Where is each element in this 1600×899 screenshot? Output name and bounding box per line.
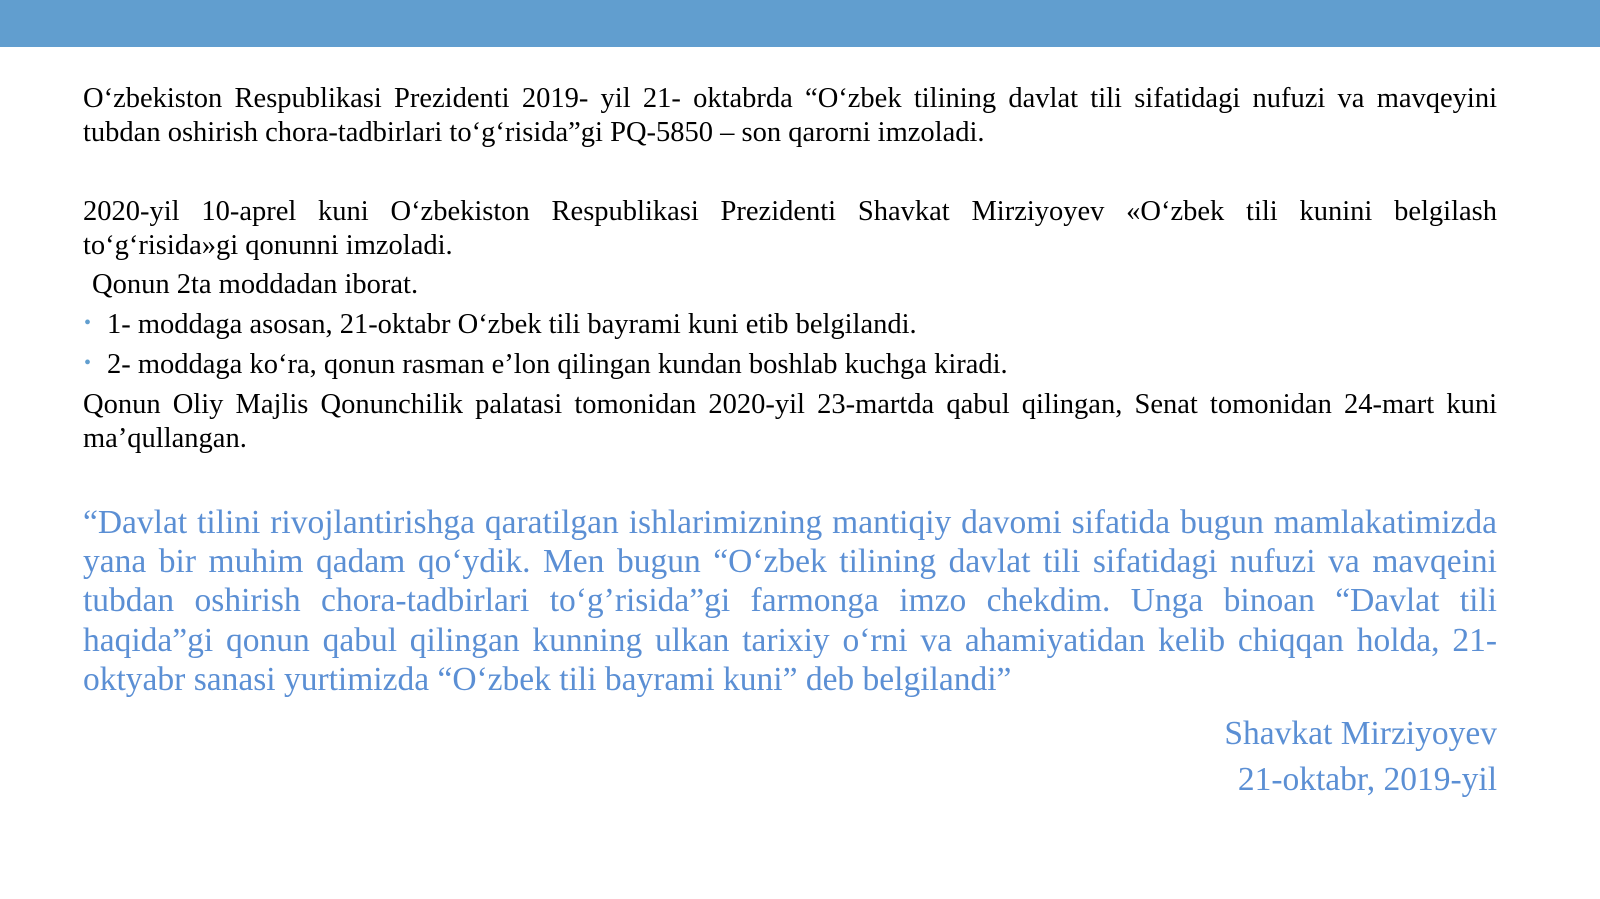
paragraph-law-intro: Qonun 2ta moddadan iborat. [92, 269, 419, 300]
article-list [83, 308, 1497, 382]
paragraph-decree: O‘zbekiston Respublikasi Prezidenti 2019- yil 21- oktabrda “O‘zbek tilining davlat tili sifatidagi nufuzi va mavqeyini tubdan oshirish chora-tadbirlari to‘g‘risida”gi PQ-5850 – son qarorni imzoladi. [83, 83, 1497, 148]
paragraph-adoption: Qonun Oliy Majlis Qonunchilik palatasi tomonidan 2020-yil 23-martda qabul qilingan, Senat tomonidan 24-mart kuni ma’qullangan. [83, 389, 1497, 454]
quote-date: 21-oktabr, 2019-yil [1237, 761, 1497, 799]
bullet-icon: • [84, 312, 92, 334]
list-item-text: 2- moddaga ko‘ra, qonun rasman e’lon qilingan kundan boshlab kuchga kiradi. [107, 349, 1008, 380]
quote-author: Shavkat Mirziyoyev [1224, 715, 1497, 753]
paragraph-law-signing: 2020-yil 10-aprel kuni O‘zbekiston Respublikasi Prezidenti Shavkat Mirziyoyev «O‘zbek tili kunini belgilash to‘g‘risida»gi qonunni imzoladi. [83, 196, 1497, 261]
list-item [83, 308, 1497, 342]
bullet-icon: • [84, 352, 92, 374]
presidential-quote: “Davlat tilini rivojlantirishga qaratilgan ishlarimizning mantiqiy davomi sifatida bugun mamlakatimizda yana bir muhim qadam qo‘ydik. Men bugun “O‘zbek tilining davlat tili sifatidagi nufuzi va mavqeini tubdan oshirish chora-tadbirlari to‘g’risida”gi farmonga imzo chekdim. Unga binoan “Davlat tili haqida”gi qonun qabul qilingan kunning ulkan tarixiy o‘rni va ahamiyatidan kelib chiqqan holda, 21-oktyabr sanasi yurtimizda “O‘zbek tili bayrami kuni” deb belgilandi” [83, 504, 1497, 698]
quote-signature [83, 711, 1497, 803]
list-item [83, 348, 1497, 382]
list-item-text: 1- moddaga asosan, 21-oktabr O‘zbek tili bayrami kuni etib belgilandi. [107, 309, 917, 340]
top-bar [0, 0, 1600, 47]
slide-content [83, 82, 1497, 803]
